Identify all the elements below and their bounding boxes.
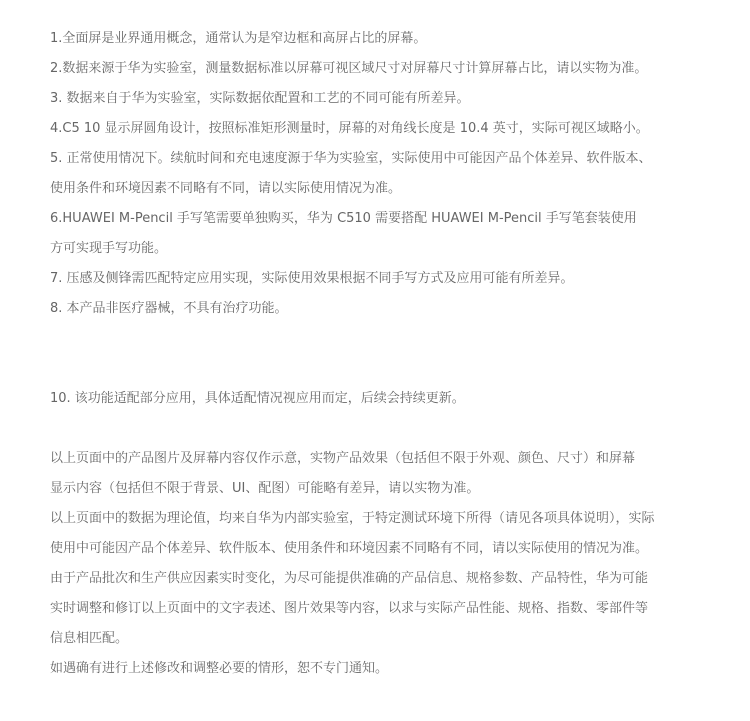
spacer [50, 414, 710, 444]
footnote-10: 10. 该功能适配部分应用，具体适配情况视应用而定，后续会持续更新。 [50, 391, 465, 406]
footnote-3: 3. 数据来自于华为实验室，实际数据依配置和工艺的不同可能有所差异。 [50, 91, 470, 106]
footnotes-document [50, 24, 710, 684]
footnote-5-line-2: 使用条件和环境因素不同略有不同，请以实际使用情况为准。 [50, 181, 402, 196]
disclaimer-line-7: 信息相匹配。 [50, 631, 129, 646]
footnote-6-line-1: 6.HUAWEI M-Pencil 手写笔需要单独购买，华为 C510 需要搭配 HUAWEI M-Pencil 手写笔套装使用 [50, 211, 637, 226]
disclaimer-line-4: 使用中可能因产品个体差异、软件版本、使用条件和环境因素不同略有不同，请以实际使用的情况为准。 [50, 541, 649, 556]
footnote-8: 8. 本产品非医疗器械，不具有治疗功能。 [50, 301, 288, 316]
disclaimer-line-5: 由于产品批次和生产供应因素实时变化，为尽可能提供准确的产品信息、规格参数、产品特性，华为可能 [50, 571, 649, 586]
disclaimer-line-1: 以上页面中的产品图片及屏幕内容仅作示意，实物产品效果（包括但不限于外观、颜色、尺寸）和屏幕 [50, 451, 636, 466]
footnote-6-line-2: 方可实现手写功能。 [50, 241, 168, 256]
disclaimer-line-3: 以上页面中的数据为理论值，均来自华为内部实验室，于特定测试环境下所得（请见各项具体说明），实际 [50, 511, 655, 526]
disclaimer-line-6: 实时调整和修订以上页面中的文字表述、图片效果等内容，以求与实际产品性能、规格、指数、零部件等 [50, 601, 649, 616]
footnote-7: 7. 压感及侧锋需匹配特定应用实现，实际使用效果根据不同手写方式及应用可能有所差异。 [50, 271, 574, 286]
disclaimer-line-2: 显示内容（包括但不限于背景、UI、配图）可能略有差异，请以实物为准。 [50, 481, 480, 496]
footnote-5-line-1: 5. 正常使用情况下。续航时间和充电速度源于华为实验室，实际使用中可能因产品个体差异、软件版本、 [50, 151, 652, 166]
spacer [50, 324, 710, 384]
footnote-2: 2.数据来源于华为实验室，测量数据标准以屏幕可视区域尺寸对屏幕尺寸计算屏幕占比，请以实物为准。 [50, 61, 648, 76]
footnote-1: 1.全面屏是业界通用概念，通常认为是窄边框和高屏占比的屏幕。 [50, 31, 427, 46]
disclaimer-line-8: 如遇确有进行上述修改和调整必要的情形，恕不专门通知。 [50, 661, 389, 676]
footnote-4: 4.C5 10 显示屏圆角设计，按照标准矩形测量时，屏幕的对角线长度是 10.4 英寸，实际可视区域略小。 [50, 121, 649, 136]
